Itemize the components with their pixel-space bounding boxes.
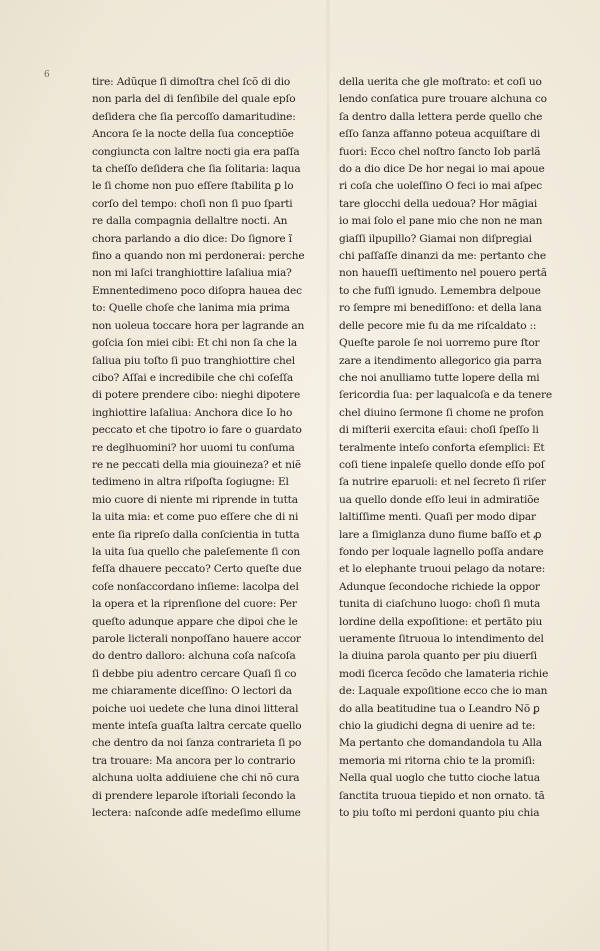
text-line: fuori: Ecco chel noſtro ſancto Iob parlã	[339, 145, 541, 158]
text-line: poiche uoi uedete che luna dinoi litteral	[92, 702, 299, 715]
text-line: chio la giudichi degna di uenire ad te:	[339, 720, 536, 733]
text-line: alchuna uolta addiuiene che chi nõ cura	[92, 772, 300, 785]
text-line: chi paſſaſſe dinanzi da me: pertanto che	[339, 250, 546, 263]
text-line: corſo del tempo: choſi non ſi puo ſparti	[92, 197, 293, 210]
text-line: ro ſempre mi benediſſono: et della lana	[339, 302, 542, 315]
text-line: cibo? Aſſai e incredibile che chi coſeſſa	[92, 371, 293, 384]
text-line: ſi debbe piu adentro cercare Quaſi ſi co	[92, 667, 297, 680]
text-line: do alla beatitudine tua o Leandro Nõ ꝑ	[339, 702, 540, 715]
text-line: re ne peccati della mia giouineza? et niẽ	[92, 458, 302, 471]
text-line: de: Laquale expoſitione ecco che io man	[339, 685, 548, 698]
text-line: re deglhuomini? hor uuomi tu conſuma	[92, 441, 295, 454]
text-line: di potere prendere cibo: nieghi dipotere	[92, 389, 301, 402]
text-line: ſaliua piu toſto ſi puo tranghiottire chel	[92, 354, 295, 367]
text-line: zare a itendimento allegorico gia parra	[339, 354, 542, 367]
text-line: Queſte parole ſe noi uorremo pure ſtor	[339, 337, 540, 350]
text-column-left	[92, 74, 320, 822]
text-line: lare a ſimiglanza duno fiume baſſo et ꝓ	[339, 528, 542, 541]
text-line: ſericordia ſua: per laqualcoſa e da tenere	[339, 389, 552, 402]
text-column-right	[339, 74, 567, 822]
text-line: Ma pertanto che domandandola tu Alla	[339, 737, 542, 750]
text-line: to: Quelle choſe che lanima mia prima	[92, 302, 290, 315]
text-line: tire: Adũque ſi dimoſtra chel ſcõ di dio	[92, 76, 291, 88]
text-line: ri coſa che uoleſſino O feci io mai aſpec	[339, 180, 542, 193]
text-line: goſcia ſon miei cibi: Et chi non ſa che la	[92, 337, 298, 350]
text-line: non parla del di ſenſibile del quale epſo	[92, 93, 296, 106]
text-line: tra trouare: Ma ancora per lo contrario	[92, 754, 296, 767]
text-line: me chiaramente diceſſino: O lectori da	[92, 685, 292, 698]
text-line: la uita ſua quello che paleſemente ſi con	[92, 545, 301, 558]
text-line: to piu toſto mi perdoni quanto piu chia	[339, 807, 540, 820]
text-line: laltiſſime menti. Quaſi per modo dipar	[339, 511, 536, 524]
text-line: Adunque ſecondoche richiede la oppor	[339, 580, 540, 593]
text-line: tare glocchi della uedoua? Hor mãgiai	[339, 197, 538, 210]
text-line: to che fuſſi ignudo. Lemembra delpoue	[339, 284, 541, 297]
text-line: chora parlando a dio dice: Do ſignore ĩ	[92, 232, 292, 245]
text-line: Ancora ſe la nocte della ſua conceptiõe	[92, 128, 294, 141]
text-line: tunita di ciaſchuno luogo: choſi ſi muta	[339, 598, 541, 611]
text-line: giaſſi ilpupillo? Giamai non diſpregiai	[339, 232, 532, 245]
text-line: re dalla compagnia dellaltre nocti. An	[92, 215, 288, 228]
margin-mark: 6	[44, 70, 50, 80]
text-line: ua quello donde eſſo leui in admiratiõe	[339, 493, 540, 506]
text-line: coſe nonſaccordano inſieme: lacolpa del	[92, 580, 299, 593]
text-line: mio cuore di niente mi riprende in tutta	[92, 493, 298, 506]
text-line: memoria mi ritorna chio te la promiſi:	[339, 754, 536, 767]
page-gutter-shadow	[326, 0, 330, 951]
text-line: eſſo ſanza affanno poteua acquiſtare di	[339, 128, 541, 141]
text-line: ta cheſſo deſidera che ſia ſolitaria: laqua	[92, 163, 301, 176]
text-line: lectera: naſconde adſe medeſimo ellume	[92, 807, 301, 820]
text-line: che dentro da noi ſanza contrarieta ſi po	[92, 737, 302, 750]
text-line: mente inteſa guaſta laltra cercate quello	[92, 720, 302, 733]
text-line: inghiottire laſaliua: Anchora dice Io ho	[92, 406, 293, 419]
text-line: coſi tiene inpaleſe quello donde eſſo poſ	[339, 458, 545, 471]
text-line: non uoleua toccare hora per lagrande an	[92, 319, 305, 332]
text-line: fondo per loquale lagnello poſſa andare	[339, 545, 544, 558]
text-line: non mi laſci tranghiottire laſaliua mia?	[92, 267, 292, 280]
text-line: fino a quando non mi perdonerai: perche	[92, 250, 305, 263]
text-line: chel diuino ſermone ſi chome ne profon	[339, 406, 544, 419]
text-line: lordine della expoſitione: et pertãto piu	[339, 615, 543, 628]
text-line: et lo elephante truoui pelago da notare:	[339, 563, 546, 576]
text-line: do a dio dice De hor negai io mai apoue	[339, 163, 545, 176]
text-line: io mai ſolo el pane mio che non ne man	[339, 215, 543, 228]
text-line: della uerita che gle moſtrato: et coſi uo	[339, 76, 542, 88]
text-line: queſto adunque appare che dipoi che le	[92, 615, 298, 628]
text-line: Emnentedimeno poco diſopra hauea dec	[92, 284, 302, 297]
text-line: congiuncta con laltre nocti gia era paſſa	[92, 145, 300, 158]
text-line: feſſa dhauere peccato? Certo queſte due	[92, 563, 302, 576]
text-line: ueramente ſitruoua lo intendimento del	[339, 633, 544, 645]
text-line: la opera et la riprenſione del cuore: Per	[92, 598, 297, 611]
text-line: ſanctita truoua tiepido et non ornato. tã	[339, 789, 545, 802]
text-line: non haueſſi ueſtimento nel pouero pertã	[339, 267, 547, 280]
text-line: ſa nutrire eparuoli: et nel ſecreto ſi riſer	[339, 476, 546, 489]
text-line: la uita mia: et come puo eſſere che di ni	[92, 511, 299, 524]
text-line: ſa dentro dalla lettera perde quello che	[339, 110, 543, 123]
text-line: teralmente inteſo conforta eſemplici: Et	[339, 441, 545, 454]
text-line: deſidera che ſia percoſſo damaritudine:	[92, 110, 296, 123]
text-line: modi ſicerca ſecõdo che lamateria richie	[339, 667, 549, 680]
text-line: parole licterali nonpoſſano hauere accor	[92, 633, 301, 645]
text-line: che noi anulliamo tutte lopere della mi	[339, 371, 540, 384]
text-line: do dentro dalloro: alchuna coſa naſcoſa	[92, 650, 296, 663]
text-line: di prendere leparole iſtoriali ſecondo la	[92, 789, 296, 802]
text-line: le ſi chome non puo eſſere ſtabilita ꝑ lo	[92, 180, 294, 193]
text-line: ente ſia ripreſo dalla conſcientia in tutta	[92, 528, 300, 541]
text-line: lendo conſatica pure trouare alchuna co	[339, 93, 547, 106]
text-line: peccato et che tipotro io fare o guardato	[92, 424, 302, 437]
text-line: tedimeno in altra riſpoſta ſogiugne: El	[92, 476, 289, 489]
text-line: la diuina parola quanto per piu diuerſi	[339, 650, 537, 663]
text-line: delle pecore mie fu da me riſcaldato ::	[339, 319, 537, 332]
text-line: di miſterii exercita eſaui: choſi ſpeſſo li	[339, 424, 539, 437]
text-line: Nella qual uoglo che tutto cioche latua	[339, 772, 540, 785]
